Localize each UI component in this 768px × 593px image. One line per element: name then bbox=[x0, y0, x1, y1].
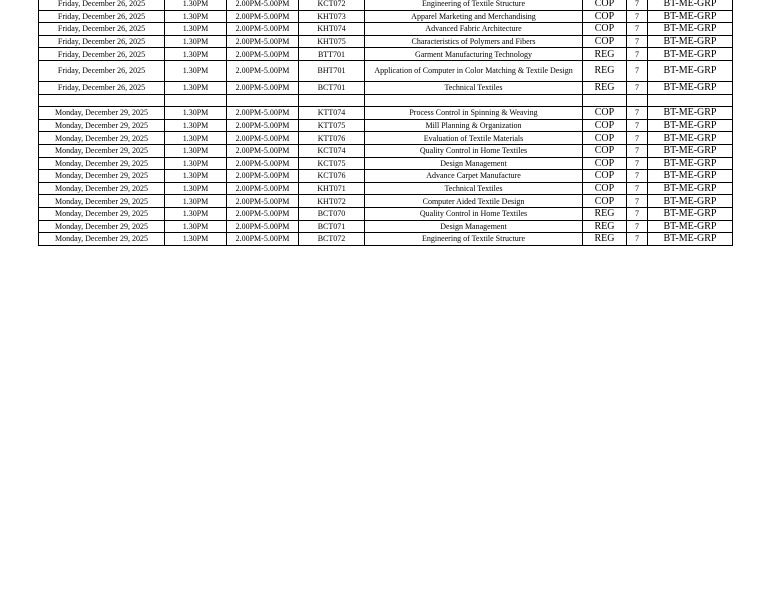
reporting-time-cell: 1.30PM bbox=[165, 144, 227, 157]
reporting-time-cell: 1.30PM bbox=[165, 60, 227, 81]
reporting-time-cell: 1.30PM bbox=[165, 10, 227, 23]
exam-type-cell: COP bbox=[583, 0, 627, 10]
semester-cell: 7 bbox=[627, 10, 648, 23]
course-title-cell: Quality Control in Home Textiles bbox=[365, 144, 583, 157]
semester-cell: 7 bbox=[627, 48, 648, 61]
table-row bbox=[39, 119, 733, 132]
exam-type-cell: REG bbox=[583, 207, 627, 220]
reporting-time-cell: 1.30PM bbox=[165, 233, 227, 246]
course-code-cell: BHT701 bbox=[299, 60, 365, 81]
program-cell: BT-ME-GRP bbox=[648, 195, 733, 208]
course-code-cell: BCT070 bbox=[299, 207, 365, 220]
exam-date-cell: Monday, December 29, 2025 bbox=[39, 107, 165, 120]
reporting-time-cell: 1.30PM bbox=[165, 119, 227, 132]
table-row bbox=[39, 132, 733, 145]
exam-date-cell: Monday, December 29, 2025 bbox=[39, 170, 165, 183]
exam-time-cell: 2.00PM-5.00PM bbox=[227, 207, 299, 220]
semester-cell: 7 bbox=[627, 23, 648, 36]
table-row bbox=[39, 48, 733, 61]
course-title-cell: Engineering of Textile Structure bbox=[365, 233, 583, 246]
exam-time-cell: 2.00PM-5.00PM bbox=[227, 144, 299, 157]
exam-date-cell: Monday, December 29, 2025 bbox=[39, 132, 165, 145]
program-cell: BT-ME-GRP bbox=[648, 119, 733, 132]
course-code-cell: BCT701 bbox=[299, 81, 365, 94]
semester-cell: 7 bbox=[627, 157, 648, 170]
semester-cell: 7 bbox=[627, 207, 648, 220]
semester-cell: 7 bbox=[627, 170, 648, 183]
exam-time-cell: 2.00PM-5.00PM bbox=[227, 81, 299, 94]
course-title-cell: Advance Carpet Manufacture bbox=[365, 170, 583, 183]
course-code-cell: KHT072 bbox=[299, 195, 365, 208]
table-row bbox=[39, 182, 733, 195]
course-title-cell: Application of Computer in Color Matching & Textile Design bbox=[365, 60, 583, 81]
exam-type-cell: REG bbox=[583, 60, 627, 81]
course-title-cell: Design Management bbox=[365, 157, 583, 170]
course-title-cell: Characteristics of Polymers and Fibers bbox=[365, 35, 583, 48]
exam-time-cell: 2.00PM-5.00PM bbox=[227, 107, 299, 120]
reporting-time-cell: 1.30PM bbox=[165, 107, 227, 120]
schedule-rows bbox=[39, 0, 733, 245]
course-code-cell: BCT071 bbox=[299, 220, 365, 233]
exam-time-cell bbox=[227, 94, 299, 107]
course-code-cell: KTT074 bbox=[299, 107, 365, 120]
exam-date-cell: Friday, December 26, 2025 bbox=[39, 10, 165, 23]
exam-time-cell: 2.00PM-5.00PM bbox=[227, 60, 299, 81]
exam-type-cell: COP bbox=[583, 132, 627, 145]
exam-date-cell: Friday, December 26, 2025 bbox=[39, 0, 165, 10]
reporting-time-cell: 1.30PM bbox=[165, 207, 227, 220]
semester-cell: 7 bbox=[627, 35, 648, 48]
semester-cell bbox=[627, 94, 648, 107]
exam-type-cell: COP bbox=[583, 119, 627, 132]
reporting-time-cell: 1.30PM bbox=[165, 81, 227, 94]
exam-date-cell: Monday, December 29, 2025 bbox=[39, 207, 165, 220]
program-cell: BT-ME-GRP bbox=[648, 170, 733, 183]
exam-type-cell: REG bbox=[583, 48, 627, 61]
course-code-cell: KTT075 bbox=[299, 119, 365, 132]
course-title-cell: Computer Aided Textile Design bbox=[365, 195, 583, 208]
exam-date-cell: Monday, December 29, 2025 bbox=[39, 119, 165, 132]
exam-date-cell: Friday, December 26, 2025 bbox=[39, 48, 165, 61]
program-cell: BT-ME-GRP bbox=[648, 81, 733, 94]
program-cell: BT-ME-GRP bbox=[648, 35, 733, 48]
exam-type-cell: COP bbox=[583, 195, 627, 208]
table-row bbox=[39, 195, 733, 208]
course-code-cell: KCT075 bbox=[299, 157, 365, 170]
course-title-cell: Process Control in Spinning & Weaving bbox=[365, 107, 583, 120]
table-row bbox=[39, 23, 733, 36]
course-code-cell: KCT074 bbox=[299, 144, 365, 157]
program-cell bbox=[648, 94, 733, 107]
exam-date-cell: Friday, December 26, 2025 bbox=[39, 35, 165, 48]
program-cell: BT-ME-GRP bbox=[648, 23, 733, 36]
table-row bbox=[39, 233, 733, 246]
exam-type-cell: COP bbox=[583, 23, 627, 36]
course-title-cell: Apparel Marketing and Merchandising bbox=[365, 10, 583, 23]
program-cell: BT-ME-GRP bbox=[648, 60, 733, 81]
exam-time-cell: 2.00PM-5.00PM bbox=[227, 233, 299, 246]
exam-type-cell: REG bbox=[583, 233, 627, 246]
exam-date-cell: Monday, December 29, 2025 bbox=[39, 220, 165, 233]
table-row bbox=[39, 107, 733, 120]
course-code-cell: BCT072 bbox=[299, 233, 365, 246]
course-code-cell bbox=[299, 94, 365, 107]
exam-type-cell: COP bbox=[583, 144, 627, 157]
course-code-cell: KTT076 bbox=[299, 132, 365, 145]
program-cell: BT-ME-GRP bbox=[648, 10, 733, 23]
program-cell: BT-ME-GRP bbox=[648, 207, 733, 220]
exam-time-cell: 2.00PM-5.00PM bbox=[227, 132, 299, 145]
exam-type-cell: COP bbox=[583, 157, 627, 170]
exam-date-cell: Friday, December 26, 2025 bbox=[39, 81, 165, 94]
exam-time-cell: 2.00PM-5.00PM bbox=[227, 195, 299, 208]
semester-cell: 7 bbox=[627, 107, 648, 120]
course-code-cell: KHT071 bbox=[299, 182, 365, 195]
table-row bbox=[39, 81, 733, 94]
exam-type-cell: COP bbox=[583, 35, 627, 48]
course-title-cell: Engineering of Textile Structure bbox=[365, 0, 583, 10]
table-row bbox=[39, 35, 733, 48]
course-title-cell: Quality Control in Home Textiles bbox=[365, 207, 583, 220]
course-title-cell: Mill Planning & Organization bbox=[365, 119, 583, 132]
semester-cell: 7 bbox=[627, 144, 648, 157]
program-cell: BT-ME-GRP bbox=[648, 182, 733, 195]
exam-date-cell: Monday, December 29, 2025 bbox=[39, 195, 165, 208]
course-title-cell: Evaluation of Textile Materials bbox=[365, 132, 583, 145]
table-row bbox=[39, 157, 733, 170]
exam-schedule-table bbox=[38, 0, 733, 246]
program-cell: BT-ME-GRP bbox=[648, 107, 733, 120]
table-row bbox=[39, 60, 733, 81]
exam-time-cell: 2.00PM-5.00PM bbox=[227, 182, 299, 195]
course-code-cell: KHT074 bbox=[299, 23, 365, 36]
exam-type-cell bbox=[583, 94, 627, 107]
reporting-time-cell: 1.30PM bbox=[165, 35, 227, 48]
table-row bbox=[39, 144, 733, 157]
semester-cell: 7 bbox=[627, 220, 648, 233]
exam-date-cell: Monday, December 29, 2025 bbox=[39, 233, 165, 246]
reporting-time-cell: 1.30PM bbox=[165, 157, 227, 170]
semester-cell: 7 bbox=[627, 233, 648, 246]
reporting-time-cell: 1.30PM bbox=[165, 195, 227, 208]
reporting-time-cell: 1.30PM bbox=[165, 0, 227, 10]
exam-time-cell: 2.00PM-5.00PM bbox=[227, 119, 299, 132]
program-cell: BT-ME-GRP bbox=[648, 220, 733, 233]
course-title-cell bbox=[365, 94, 583, 107]
table-row bbox=[39, 0, 733, 10]
exam-date-cell: Monday, December 29, 2025 bbox=[39, 182, 165, 195]
course-code-cell: KCT072 bbox=[299, 0, 365, 10]
semester-cell: 7 bbox=[627, 81, 648, 94]
exam-time-cell: 2.00PM-5.00PM bbox=[227, 157, 299, 170]
semester-cell: 7 bbox=[627, 0, 648, 10]
exam-date-cell: Monday, December 29, 2025 bbox=[39, 144, 165, 157]
course-title-cell: Technical Textiles bbox=[365, 81, 583, 94]
exam-date-cell: Friday, December 26, 2025 bbox=[39, 23, 165, 36]
reporting-time-cell: 1.30PM bbox=[165, 132, 227, 145]
exam-time-cell: 2.00PM-5.00PM bbox=[227, 170, 299, 183]
course-title-cell: Design Management bbox=[365, 220, 583, 233]
table-row bbox=[39, 220, 733, 233]
exam-time-cell: 2.00PM-5.00PM bbox=[227, 220, 299, 233]
semester-cell: 7 bbox=[627, 132, 648, 145]
course-code-cell: BTT701 bbox=[299, 48, 365, 61]
reporting-time-cell: 1.30PM bbox=[165, 23, 227, 36]
blank-separator-row bbox=[39, 94, 733, 107]
program-cell: BT-ME-GRP bbox=[648, 132, 733, 145]
course-title-cell: Technical Textiles bbox=[365, 182, 583, 195]
exam-type-cell: COP bbox=[583, 170, 627, 183]
program-cell: BT-ME-GRP bbox=[648, 0, 733, 10]
exam-time-cell: 2.00PM-5.00PM bbox=[227, 10, 299, 23]
semester-cell: 7 bbox=[627, 182, 648, 195]
exam-time-cell: 2.00PM-5.00PM bbox=[227, 48, 299, 61]
course-title-cell: Advanced Fabric Architecture bbox=[365, 23, 583, 36]
course-code-cell: KCT076 bbox=[299, 170, 365, 183]
course-title-cell: Garment Manufacturing Technology bbox=[365, 48, 583, 61]
reporting-time-cell: 1.30PM bbox=[165, 48, 227, 61]
semester-cell: 7 bbox=[627, 119, 648, 132]
reporting-time-cell: 1.30PM bbox=[165, 182, 227, 195]
program-cell: BT-ME-GRP bbox=[648, 233, 733, 246]
semester-cell: 7 bbox=[627, 195, 648, 208]
exam-type-cell: REG bbox=[583, 81, 627, 94]
reporting-time-cell: 1.30PM bbox=[165, 170, 227, 183]
course-code-cell: KHT073 bbox=[299, 10, 365, 23]
exam-time-cell: 2.00PM-5.00PM bbox=[227, 23, 299, 36]
exam-type-cell: COP bbox=[583, 182, 627, 195]
exam-time-cell: 2.00PM-5.00PM bbox=[227, 35, 299, 48]
reporting-time-cell bbox=[165, 94, 227, 107]
exam-date-cell bbox=[39, 94, 165, 107]
exam-type-cell: COP bbox=[583, 107, 627, 120]
table-row bbox=[39, 10, 733, 23]
exam-date-cell: Monday, December 29, 2025 bbox=[39, 157, 165, 170]
table-row bbox=[39, 207, 733, 220]
semester-cell: 7 bbox=[627, 60, 648, 81]
program-cell: BT-ME-GRP bbox=[648, 157, 733, 170]
exam-type-cell: COP bbox=[583, 10, 627, 23]
exam-type-cell: REG bbox=[583, 220, 627, 233]
reporting-time-cell: 1.30PM bbox=[165, 220, 227, 233]
table-row bbox=[39, 170, 733, 183]
program-cell: BT-ME-GRP bbox=[648, 144, 733, 157]
program-cell: BT-ME-GRP bbox=[648, 48, 733, 61]
exam-time-cell: 2.00PM-5.00PM bbox=[227, 0, 299, 10]
exam-date-cell: Friday, December 26, 2025 bbox=[39, 60, 165, 81]
course-code-cell: KHT075 bbox=[299, 35, 365, 48]
